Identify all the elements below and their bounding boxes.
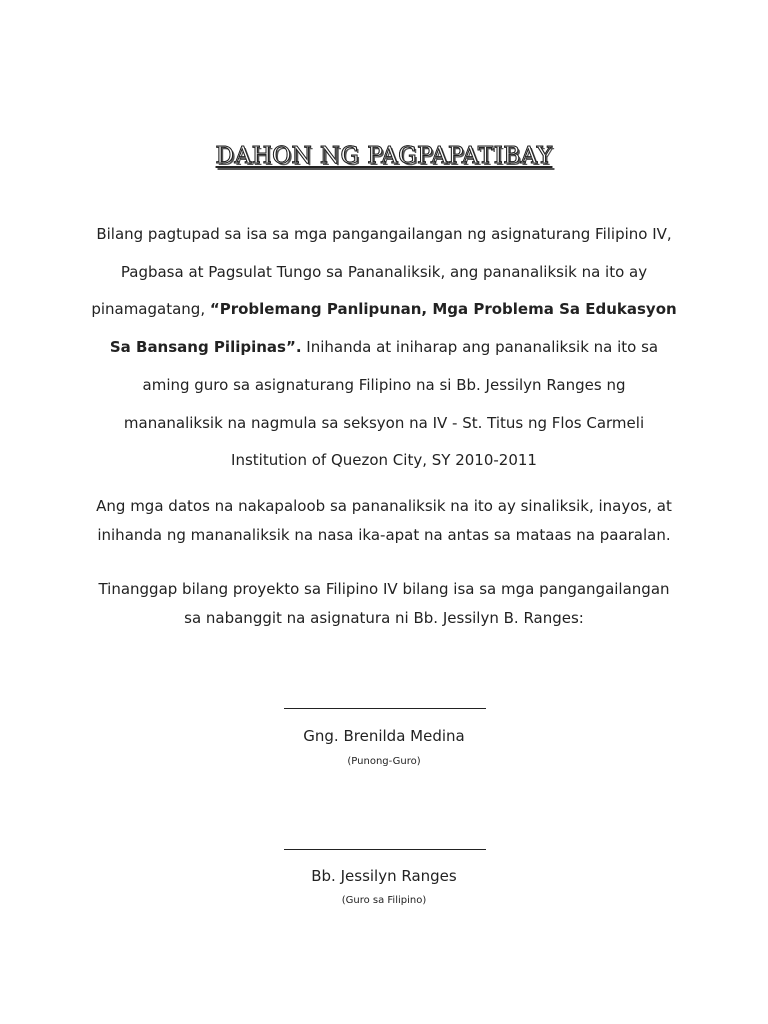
approval-paragraph [60,216,708,480]
signatory-name: Bb. Jessilyn Ranges [311,867,457,885]
paragraph-text: mananaliksik na nagmula sa seksyon na IV - St. Titus ng Flos Carmeli [123,413,645,432]
paragraph-text: Ang mga datos na nakapaloob sa pananaliksik na ito ay sinaliksik, inayos, at [96,497,672,515]
data-paragraph [60,492,708,550]
document-title: DAHON NG PAGPAPATIBAY [215,143,553,169]
paragraph-text: sa nabanggit na asignatura ni Bb. Jessilyn B. Ranges: [184,609,584,627]
paragraph-text: aming guro sa asignaturang Filipino na si Bb. Jessilyn Ranges ng [142,375,626,394]
research-title: “Problemang Panlipunan, Mga Problema Sa Edukasyon [209,300,677,319]
paragraph-text: inihanda ng mananaliksik na nasa ika-apat na antas sa mataas na paaralan. [97,526,671,544]
signature-line [284,849,486,850]
paragraph-text: Institution of Quezon City, SY 2010-2011 [231,451,537,470]
signatory-role: (Guro sa Filipino) [341,895,427,906]
signatory-name: Gng. Brenilda Medina [303,727,465,745]
acceptance-paragraph [60,575,708,633]
paragraph-text: Pagbasa at Pagsulat Tungo sa Pananaliksik, ang pananaliksik na ito ay [120,262,648,281]
paragraph-text: Tinanggap bilang proyekto sa Filipino IV bilang isa sa mga pangangailangan [98,580,670,598]
paragraph-text: Inihanda at iniharap ang pananaliksik na ito sa [301,338,659,357]
signature-line [284,708,486,709]
paragraph-text: pinamagatang, [91,300,210,319]
signatory-role: (Punong-Guro) [347,756,421,767]
paragraph-text: Bilang pagtupad sa isa sa mga pangangailangan ng asignaturang Filipino IV, [96,225,672,243]
research-title: Sa Bansang Pilipinas”. [109,338,302,357]
